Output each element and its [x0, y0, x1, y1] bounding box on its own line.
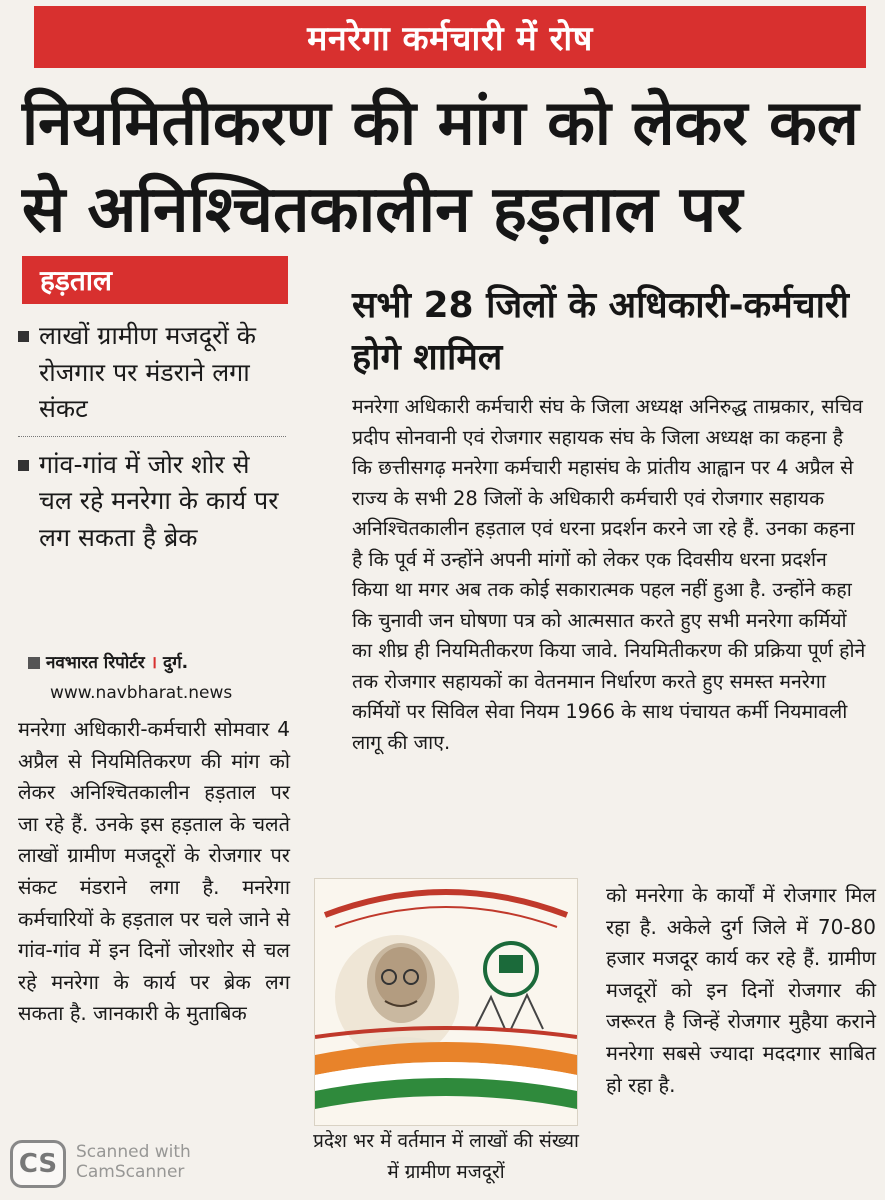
photo-caption: प्रदेश भर में वर्तमान में लाखों की संख्या में ग्रामीण मजदूरों — [313, 1130, 579, 1183]
bullet-text: गांव-गांव में जोर शोर से चल रहे मनरेगा के कार्य पर लग सकता है ब्रेक — [39, 449, 279, 552]
left-body-text: मनरेगा अधिकारी-कर्मचारी सोमवार 4 अप्रैल से नियमितिकरण की मांग को लेकर अनिश्चितकालीन हड़ताल पर जा रहे हैं. उनके इस हड़ताल के चलते लाखों ग्रामीण मजदूरों के रोजगार पर संकट मंडराने लगा है. मनरेगा कर्मचारियों के हड़ताल पर चले जाने से गांव-गांव में इन दिनों जोरशोर से चल रहे मनरेगा के कार्य पर ब्रेक लग सकता है. जानकारी के मुताबिक — [18, 717, 290, 1026]
byline — [28, 650, 288, 676]
byline-separator: । — [150, 653, 158, 673]
website-url: www.navbharat.news — [50, 683, 233, 703]
topic-tag: हड़ताल — [22, 256, 288, 304]
gandhi-logo-illustration — [315, 879, 577, 1125]
reporter-name: नवभारत रिपोर्टर — [46, 653, 145, 673]
byline-square-icon — [28, 657, 40, 669]
bullet-text: लाखों ग्रामीण मजदूरों के रोजगार पर मंडराने लगा संकट — [39, 321, 256, 423]
right-body-text: मनरेगा अधिकारी कर्मचारी संघ के जिला अध्यक्ष अनिरुद्ध ताम्रकार, सचिव प्रदीप सोनवानी एवं रोजगार सहायक संघ के जिला अध्यक्ष का कहना है कि छत्तीसगढ़ मनरेगा कर्मचारी महासंघ के प्रांतीय आह्वान पर 4 अप्रैल से राज्य के सभी 28 जिलों के अधिकारी कर्मचारी एवं रोजगार सहायक अनिश्चितकालीन हड़ताल एवं धरना प्रदर्शन करने जा रहे हैं. उनका कहना है कि पूर्व में उन्होंने अपनी मांगों को लेकर एक दिवसीय धरना प्रदर्शन किया था मगर अब तक कोई सकारात्मक पहल नहीं हुआ है. उन्होंने कहा कि चुनावी जन घोषणा पत्र को आत्मसात करते हुए सभी मनरेगा कर्मियों का शीघ्र ही नियमितीकरण किया जावे. नियमितीकरण की प्रक्रिया पूर्ण होने तक रोजगार सहायकों का वेतनमान निर्धारण करते हुए समस्त मनरेगा कर्मियों पर सिविल सेवा नियम 1966 के साथ पंचायत कर्मी नियमावली लागू की जाए. — [352, 395, 866, 754]
highlight-bullets — [18, 318, 286, 574]
scanner-watermark — [76, 1142, 191, 1182]
bullet-item — [18, 447, 286, 565]
right-article-column — [606, 880, 876, 1101]
section-banner: मनरेगा कर्मचारी में रोष — [34, 6, 866, 68]
mgnrega-logo-photo — [314, 878, 578, 1126]
left-article-column — [18, 714, 290, 1030]
subheadline: सभी 28 जिलों के अधिकारी-कर्मचारी होगे शामिल — [352, 285, 849, 378]
right-column-text: को मनरेगा के कार्यों में रोजगार मिल रहा है. अकेले दुर्ग जिले में 70-80 हजार मजदूर कार्य कर रहे हैं. ग्रामीण मजदूरों को इन दिनों रोजगार की जरूरत है जिन्हें रोजगार मुहैया कराने मनरेगा सबसे ज्यादा मददगार साबित हो रहा है. — [606, 883, 876, 1097]
square-bullet-icon — [18, 331, 29, 342]
watermark-line-2: CamScanner — [76, 1162, 185, 1182]
right-article-body — [352, 392, 868, 758]
camscanner-logo: CS — [10, 1140, 66, 1188]
headline-line-1: नियमितीकरण की मांग को लेकर कल — [22, 86, 859, 159]
dateline-city: दुर्ग. — [163, 653, 189, 673]
watermark-line-1: Scanned with — [76, 1142, 191, 1162]
headline-line-2: से अनिश्चितकालीन हड़ताल पर — [22, 173, 743, 247]
bullet-item — [18, 318, 286, 437]
square-bullet-icon — [18, 460, 29, 471]
